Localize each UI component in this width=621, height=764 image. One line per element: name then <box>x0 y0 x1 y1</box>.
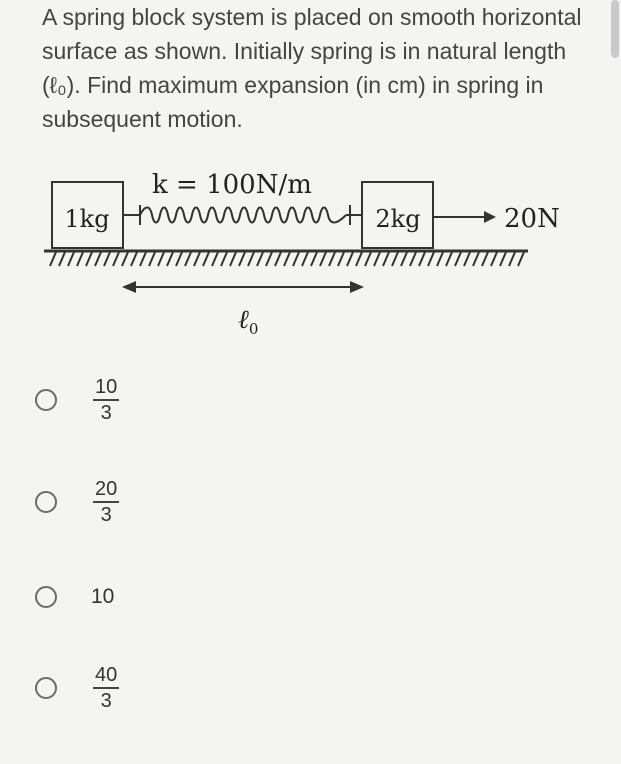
spring-block-figure <box>0 160 621 340</box>
block-1kg-label: 1kg <box>64 205 110 233</box>
hatch-line <box>500 252 506 266</box>
hatch-line <box>482 252 488 266</box>
option-2-numerator: 20 <box>95 478 118 500</box>
hatch-line <box>122 252 128 266</box>
natural-length-label: ℓ$_0$ <box>238 305 259 338</box>
hatch-line <box>293 252 299 266</box>
option-1[interactable] <box>30 368 330 432</box>
hatch-line <box>464 252 470 266</box>
hatch-line <box>320 252 326 266</box>
hatch-line <box>428 252 434 266</box>
option-4-fraction <box>91 663 121 713</box>
hatch-line <box>509 252 515 266</box>
hatch-line <box>491 252 497 266</box>
hatch-line <box>275 252 281 266</box>
hatch-line <box>374 252 380 266</box>
option-2-fraction <box>91 477 121 527</box>
hatch-line <box>50 252 56 266</box>
hatch-line <box>212 252 218 266</box>
spring-constant-label: k = 100N/m <box>152 170 312 200</box>
hatch-line <box>230 252 236 266</box>
hatch-line <box>392 252 398 266</box>
option-4-numerator: 40 <box>95 664 118 686</box>
hatch-line <box>149 252 155 266</box>
hatch-line <box>185 252 191 266</box>
radio-button-4[interactable] <box>35 677 57 699</box>
option-4[interactable] <box>30 656 330 720</box>
hatch-line <box>302 252 308 266</box>
hatch-line <box>113 252 119 266</box>
option-1-numerator: 10 <box>95 376 118 398</box>
physics-diagram <box>0 160 621 345</box>
hatch-line <box>59 252 65 266</box>
hatch-line <box>383 252 389 266</box>
hatch-line <box>203 252 209 266</box>
hatch-line <box>473 252 479 266</box>
hatch-line <box>347 252 353 266</box>
hatch-line <box>518 252 524 266</box>
natural-length-arrow <box>122 281 364 293</box>
option-1-denominator: 3 <box>100 402 112 424</box>
option-2-denominator: 3 <box>100 504 112 526</box>
radio-button-3[interactable] <box>35 586 57 608</box>
block-2kg-label: 2kg <box>375 205 421 233</box>
hatch-line <box>284 252 290 266</box>
spring <box>123 205 362 225</box>
hatch-line <box>257 252 263 266</box>
hatch-line <box>437 252 443 266</box>
hatch-line <box>158 252 164 266</box>
radio-button-2[interactable] <box>35 491 57 513</box>
hatch-line <box>248 252 254 266</box>
force-label: 20N <box>504 204 560 234</box>
hatch-line <box>221 252 227 266</box>
ground-surface <box>44 251 528 266</box>
hatch-line <box>77 252 83 266</box>
hatch-line <box>167 252 173 266</box>
hatch-line <box>356 252 362 266</box>
hatch-line <box>68 252 74 266</box>
hatch-line <box>455 252 461 266</box>
option-2[interactable] <box>30 470 330 534</box>
option-1-fraction <box>91 375 121 425</box>
hatch-line <box>365 252 371 266</box>
hatch-line <box>131 252 137 266</box>
option-3-value: 10 <box>91 585 115 608</box>
question-text: A spring block system is placed on smooth horizontal surface as shown. Initially spring is in natural length (ℓ₀). Find maximum expansion (in cm) in spring in subsequent motion. <box>42 4 582 132</box>
hatch-line <box>104 252 110 266</box>
force-arrow <box>433 211 496 223</box>
hatch-line <box>194 252 200 266</box>
hatch-line <box>419 252 425 266</box>
hatch-line <box>446 252 452 266</box>
hatch-line <box>266 252 272 266</box>
hatch-line <box>401 252 407 266</box>
hatch-line <box>239 252 245 266</box>
option-3[interactable] <box>30 565 330 629</box>
hatch-line <box>338 252 344 266</box>
hatch-line <box>140 252 146 266</box>
option-4-denominator: 3 <box>100 690 112 712</box>
hatch-line <box>410 252 416 266</box>
hatch-line <box>95 252 101 266</box>
hatch-line <box>329 252 335 266</box>
hatch-line <box>176 252 182 266</box>
hatch-line <box>86 252 92 266</box>
radio-button-1[interactable] <box>35 389 57 411</box>
hatch-line <box>311 252 317 266</box>
scrollbar[interactable] <box>611 0 619 58</box>
